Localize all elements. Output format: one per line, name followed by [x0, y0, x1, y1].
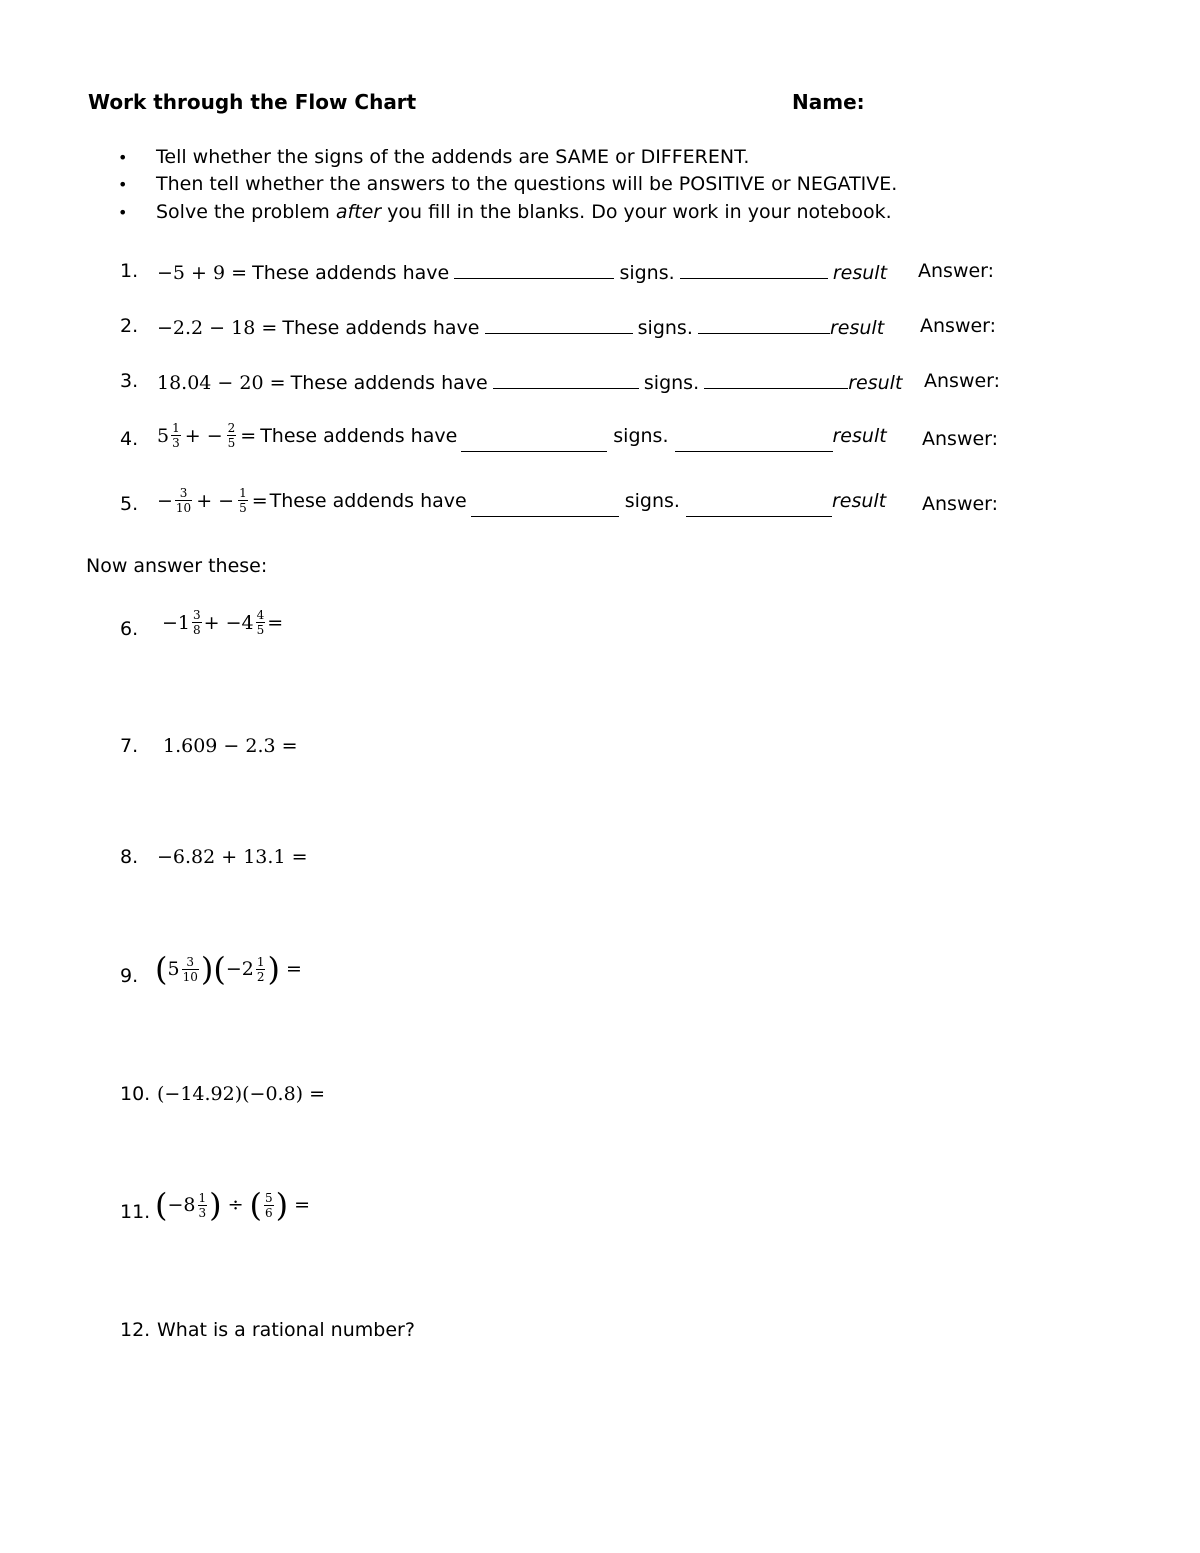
equals: = [294, 1194, 311, 1216]
operator: + −4 [203, 611, 254, 634]
result-label: result [832, 262, 888, 284]
same-different-blank[interactable] [493, 370, 639, 389]
fraction: $\frac{1}{3}$ [198, 1190, 207, 1220]
positive-negative-blank[interactable] [675, 433, 833, 452]
problem-12-text: What is a rational number? [157, 1319, 415, 1341]
question-number: 1. [120, 260, 139, 282]
instruction-item [118, 146, 750, 168]
question-number: 8. [120, 846, 139, 868]
result-label: result [831, 489, 887, 512]
answer-label: Answer: [922, 493, 999, 515]
close-paren: ) [209, 1186, 222, 1224]
question-number: 5. [120, 493, 139, 515]
answer-label: Answer: [924, 370, 1001, 392]
bullet: • [118, 148, 128, 167]
question-number: 2. [120, 315, 139, 337]
close-paren: ) [200, 950, 214, 988]
open-paren: ( [249, 1186, 263, 1224]
question-number: 6. [120, 618, 139, 640]
addends-label: These addends have [260, 424, 458, 447]
operator: + − [184, 424, 223, 447]
problem-6 [162, 609, 283, 636]
open-paren: ( [155, 950, 168, 988]
worksheet-title: Work through the Flow Chart [88, 90, 417, 114]
question-number: 9. [120, 965, 139, 987]
problem-9 [155, 950, 302, 988]
equals: = [267, 611, 284, 634]
instruction-item [118, 201, 892, 223]
operator: + − [196, 489, 235, 512]
problem-10-expression: (−14.92)(−0.8) = [157, 1083, 326, 1105]
close-paren: ) [275, 1186, 289, 1224]
signs-label: signs. [643, 372, 700, 394]
addends-label: These addends have [290, 372, 488, 394]
question-number: 10. [120, 1083, 151, 1105]
problem-7-expression: 1.609 − 2.3 = [163, 735, 298, 757]
instruction-text: Solve the problem after you fill in the blanks. Do your work in your notebook. [156, 201, 892, 223]
problem-8-expression: −6.82 + 13.1 = [157, 846, 308, 868]
addends-label: These addends have [252, 262, 450, 284]
signs-label: signs. [613, 424, 669, 447]
fraction: $\frac{1}{2}$ [256, 954, 265, 984]
positive-negative-blank[interactable] [698, 315, 830, 334]
fraction: $\frac{3}{10}$ [182, 954, 198, 984]
emphasis-after: after [335, 201, 382, 223]
equals: = [240, 424, 257, 447]
instruction-item [118, 173, 898, 195]
same-different-blank[interactable] [454, 260, 614, 279]
result-label: result [829, 317, 885, 339]
bullet: • [118, 203, 128, 222]
expression: −5 + 9 = [157, 262, 248, 284]
bullet: • [118, 175, 128, 194]
positive-negative-blank[interactable] [680, 260, 828, 279]
instruction-text: Tell whether the signs of the addends are SAME or DIFFERENT. [156, 146, 750, 168]
mixed-whole: −1 [162, 611, 191, 634]
divide-sign: ÷ [227, 1194, 244, 1216]
open-paren: ( [155, 1186, 168, 1224]
fraction: $\frac{2}{5}$ [227, 421, 236, 450]
question-1-row [157, 260, 887, 284]
fraction: $\frac{1}{3}$ [172, 421, 180, 450]
question-4-row [157, 419, 887, 452]
result-label: result [832, 424, 887, 447]
equals: = [285, 958, 302, 980]
question-number: 11. [120, 1201, 151, 1223]
addends-label: These addends have [269, 489, 467, 512]
fraction: $\frac{4}{5}$ [256, 608, 265, 637]
expression: 18.04 − 20 = [157, 372, 286, 394]
expression: −2.2 − 18 = [157, 317, 278, 339]
answer-label: Answer: [918, 260, 995, 282]
question-number: 3. [120, 370, 139, 392]
question-5-row [157, 484, 886, 517]
question-number: 4. [120, 428, 139, 450]
signs-label: signs. [619, 262, 675, 284]
question-number: 12. [120, 1319, 151, 1341]
close-paren: ) [267, 950, 280, 988]
answer-label: Answer: [922, 428, 999, 450]
section-heading: Now answer these: [86, 555, 268, 577]
result-label: result [848, 372, 903, 394]
fraction: $\frac{5}{6}$ [265, 1190, 273, 1220]
mixed-whole: 5 [167, 958, 180, 980]
question-number: 7. [120, 735, 139, 757]
signs-label: signs. [637, 317, 693, 339]
fraction: $\frac{1}{5}$ [239, 486, 247, 515]
name-label: Name: [792, 90, 865, 114]
open-paren: ( [213, 950, 226, 988]
signs-label: signs. [624, 489, 680, 512]
negative-sign: − [157, 489, 173, 512]
problem-11 [155, 1186, 311, 1224]
positive-negative-blank[interactable] [704, 370, 848, 389]
same-different-blank[interactable] [471, 498, 619, 517]
same-different-blank[interactable] [461, 433, 607, 452]
mixed-whole: −8 [167, 1194, 196, 1216]
fraction: $\frac{3}{8}$ [193, 608, 201, 637]
whole-number: 5 [157, 424, 170, 447]
positive-negative-blank[interactable] [686, 498, 832, 517]
question-3-row [157, 370, 902, 394]
addends-label: These addends have [282, 317, 480, 339]
question-2-row [157, 315, 884, 339]
fraction: $\frac{3}{10}$ [175, 486, 192, 515]
instruction-text: Then tell whether the answers to the questions will be POSITIVE or NEGATIVE. [156, 173, 898, 195]
answer-label: Answer: [920, 315, 997, 337]
same-different-blank[interactable] [485, 315, 633, 334]
equals: = [251, 489, 268, 512]
mixed-whole: −2 [225, 958, 254, 980]
